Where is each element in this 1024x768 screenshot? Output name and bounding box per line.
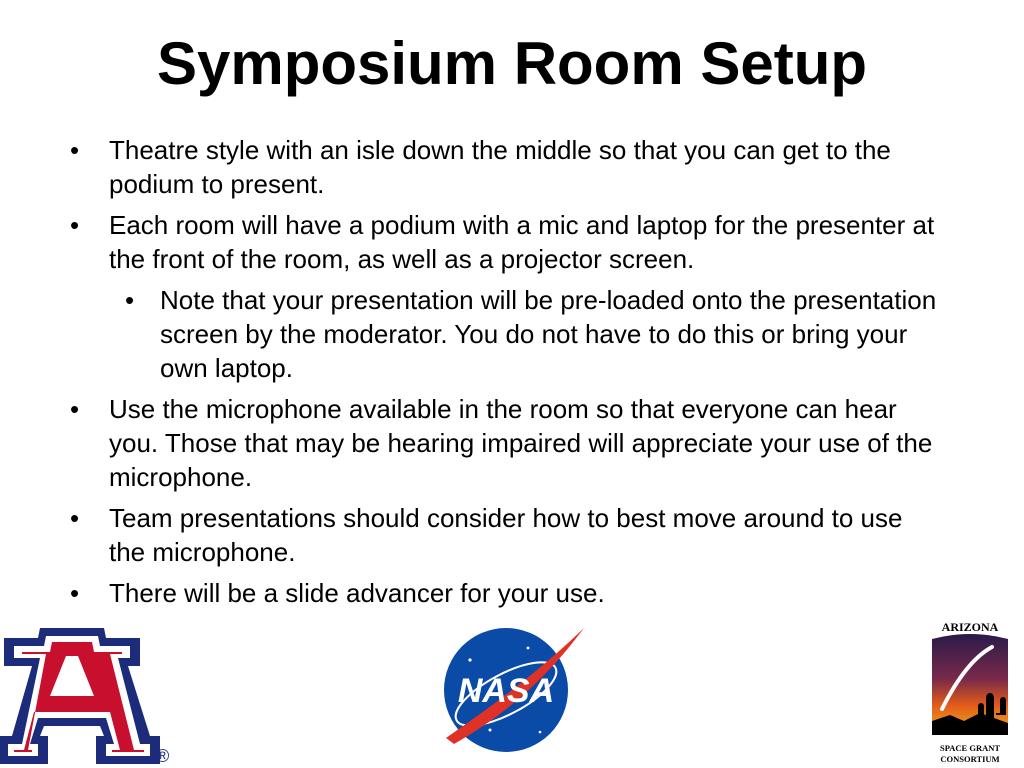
logo-top-text: ARIZONA: [941, 620, 999, 634]
bullet-text: Each room will have a podium with a mic and laptop for the presenter at the front of the room, as well as a projector screen.: [109, 210, 935, 274]
bullet-item: [62, 576, 942, 610]
sub-bullet-item: [62, 283, 942, 385]
logo-bottom-text-2: CONSORTIUM: [940, 754, 1000, 764]
bullet-text: Use the microphone available in the room so that everyone can hear you. Those that may be hearing impaired will appreciate your use of the microphone.: [109, 394, 933, 492]
bullet-marker: •: [125, 285, 135, 315]
bullet-text: Theatre style with an isle down the middle so that you can get to the podium to present.: [109, 135, 891, 199]
star-icon: [539, 731, 542, 734]
bullet-marker: •: [70, 394, 80, 424]
registered-mark: ®: [156, 746, 170, 766]
bullet-text: Team presentations should consider how to best move around to use the microphone.: [109, 503, 903, 567]
bullet-marker: •: [70, 210, 80, 240]
slide-title: Symposium Room Setup: [156, 30, 868, 97]
arizona-space-grant-logo: [920, 617, 1020, 767]
bullet-text: There will be a slide advancer for your use.: [109, 578, 605, 608]
star-icon: [468, 658, 471, 661]
bullet-text: Note that your presentation will be pre-loaded onto the presentation screen by the moderator. You do not have to do this or bring your own laptop.: [160, 285, 937, 383]
bullet-list: [62, 133, 942, 617]
bullet-item: [62, 133, 942, 201]
nasa-wordmark: NASA: [457, 672, 555, 710]
university-of-arizona-a-logo: [0, 626, 172, 766]
star-icon: [527, 647, 530, 650]
bullet-marker: •: [70, 578, 80, 608]
bullet-item: [62, 392, 942, 494]
nasa-meatball-logo: [440, 620, 588, 760]
bullet-marker: •: [70, 503, 80, 533]
star-icon: [489, 729, 492, 732]
bullet-marker: •: [70, 135, 80, 165]
bullet-item: [62, 208, 942, 276]
logo-bottom-text-1: SPACE GRANT: [939, 743, 1001, 753]
bullet-item: [62, 501, 942, 569]
